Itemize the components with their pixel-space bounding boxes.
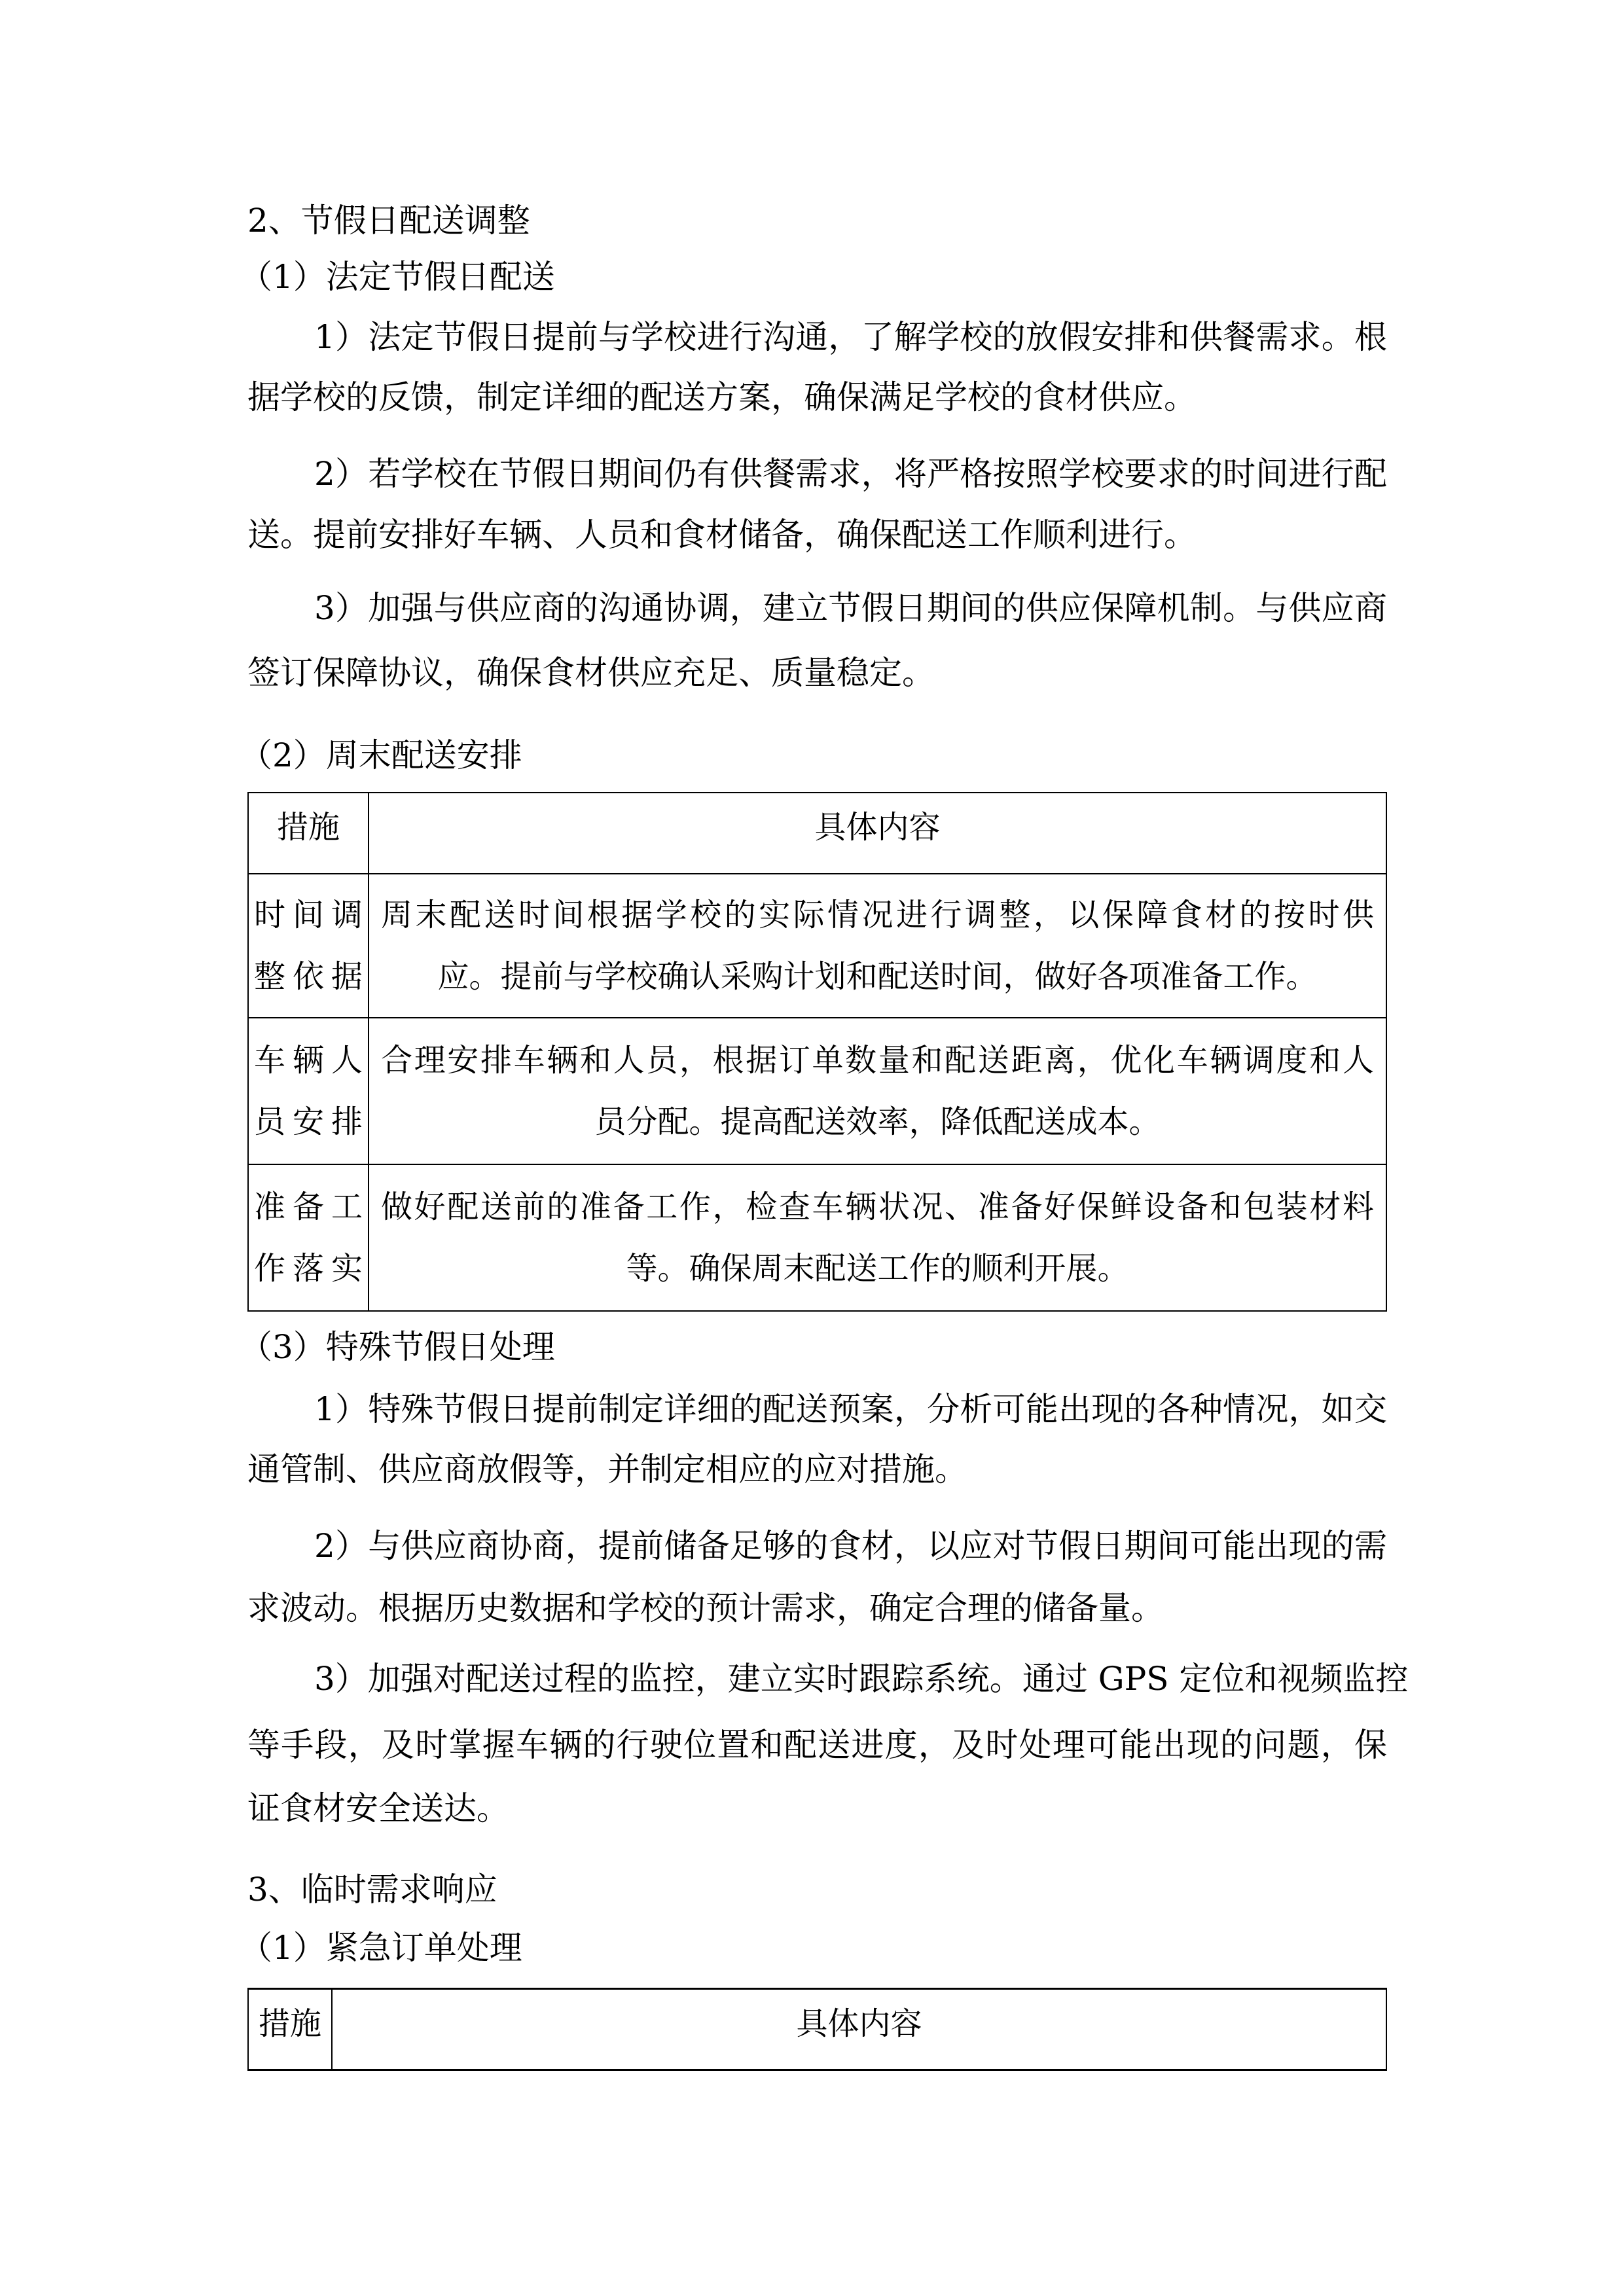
paragraph-line: 1）特殊节假日提前制定详细的配送预案，分析可能出现的各种情况，如交	[314, 1390, 1387, 1428]
header-content: 具体内容	[332, 1989, 1386, 2070]
cell-line: 整依据	[254, 958, 363, 995]
content-cell	[369, 874, 1386, 1018]
cell-line: 应。提前与学校确认采购计划和配送时间，做好各项准备工作。	[437, 958, 1318, 995]
content-cell	[369, 1018, 1386, 1164]
paragraph-line: 3）加强对配送过程的监控，建立实时跟踪系统。通过 GPS 定位和视频监控	[314, 1660, 1409, 1698]
table-row	[248, 874, 1386, 1018]
table-row	[248, 1018, 1386, 1164]
weekend-delivery-table	[247, 792, 1387, 1312]
cell-line: 做好配送前的准备工作，检查车辆状况、准备好保鲜设备和包装材料	[381, 1189, 1374, 1225]
cell-line: 车辆人	[254, 1042, 363, 1079]
cell-line: 等。确保周末配送工作的顺利开展。	[626, 1250, 1129, 1287]
cell-line: 作落实	[254, 1250, 363, 1287]
paragraph-line: 证食材安全送达。	[247, 1789, 509, 1827]
section-heading: 2、节假日配送调整	[247, 202, 530, 240]
paragraph-line: 等手段，及时掌握车辆的行驶位置和配送进度，及时处理可能出现的问题，保	[247, 1726, 1387, 1764]
section-heading: 3、临时需求响应	[247, 1871, 497, 1909]
subsection-heading: （3）特殊节假日处理	[240, 1328, 555, 1366]
content-cell	[369, 1164, 1386, 1311]
measure-cell	[248, 1164, 369, 1311]
cell-line: 准备工	[254, 1189, 363, 1225]
paragraph-line: 求波动。根据历史数据和学校的预计需求，确定合理的储备量。	[247, 1589, 1164, 1627]
paragraph-line: 签订保障协议，确保食材供应充足、质量稳定。	[247, 654, 935, 692]
paragraph-line: 据学校的反馈，制定详细的配送方案，确保满足学校的食材供应。	[247, 378, 1197, 416]
measure-cell	[248, 874, 369, 1018]
paragraph-line: 2）若学校在节假日期间仍有供餐需求，将严格按照学校要求的时间进行配	[314, 455, 1387, 493]
cell-line: 员分配。提高配送效率，降低配送成本。	[594, 1103, 1161, 1140]
measure-cell	[248, 1018, 369, 1164]
paragraph-line: 2）与供应商协商，提前储备足够的食材，以应对节假日期间可能出现的需	[314, 1527, 1387, 1565]
header-measure: 措施	[248, 1989, 332, 2070]
paragraph-line: 3）加强与供应商的沟通协调，建立节假日期间的供应保障机制。与供应商	[314, 589, 1387, 627]
paragraph-line: 1）法定节假日提前与学校进行沟通，了解学校的放假安排和供餐需求。根	[314, 318, 1387, 356]
cell-line: 时间调	[254, 897, 363, 933]
subsection-heading: （2）周末配送安排	[240, 736, 522, 774]
header-measure: 措施	[248, 793, 369, 874]
cell-line: 合理安排车辆和人员，根据订单数量和配送距离，优化车辆调度和人	[381, 1042, 1374, 1079]
subsection-heading: （1）紧急订单处理	[240, 1929, 522, 1967]
cell-line: 员安排	[254, 1103, 363, 1140]
cell-line: 周末配送时间根据学校的实际情况进行调整，以保障食材的按时供	[381, 897, 1374, 933]
header-content: 具体内容	[369, 793, 1386, 874]
table-row	[248, 1164, 1386, 1311]
paragraph-line: 通管制、供应商放假等，并制定相应的应对措施。	[247, 1450, 967, 1488]
subsection-heading: （1）法定节假日配送	[240, 258, 555, 296]
urgent-order-table	[247, 1988, 1387, 2071]
table-header-row	[248, 1989, 1386, 2070]
table-header-row	[248, 793, 1386, 874]
paragraph-line: 送。提前安排好车辆、人员和食材储备，确保配送工作顺利进行。	[247, 516, 1197, 554]
